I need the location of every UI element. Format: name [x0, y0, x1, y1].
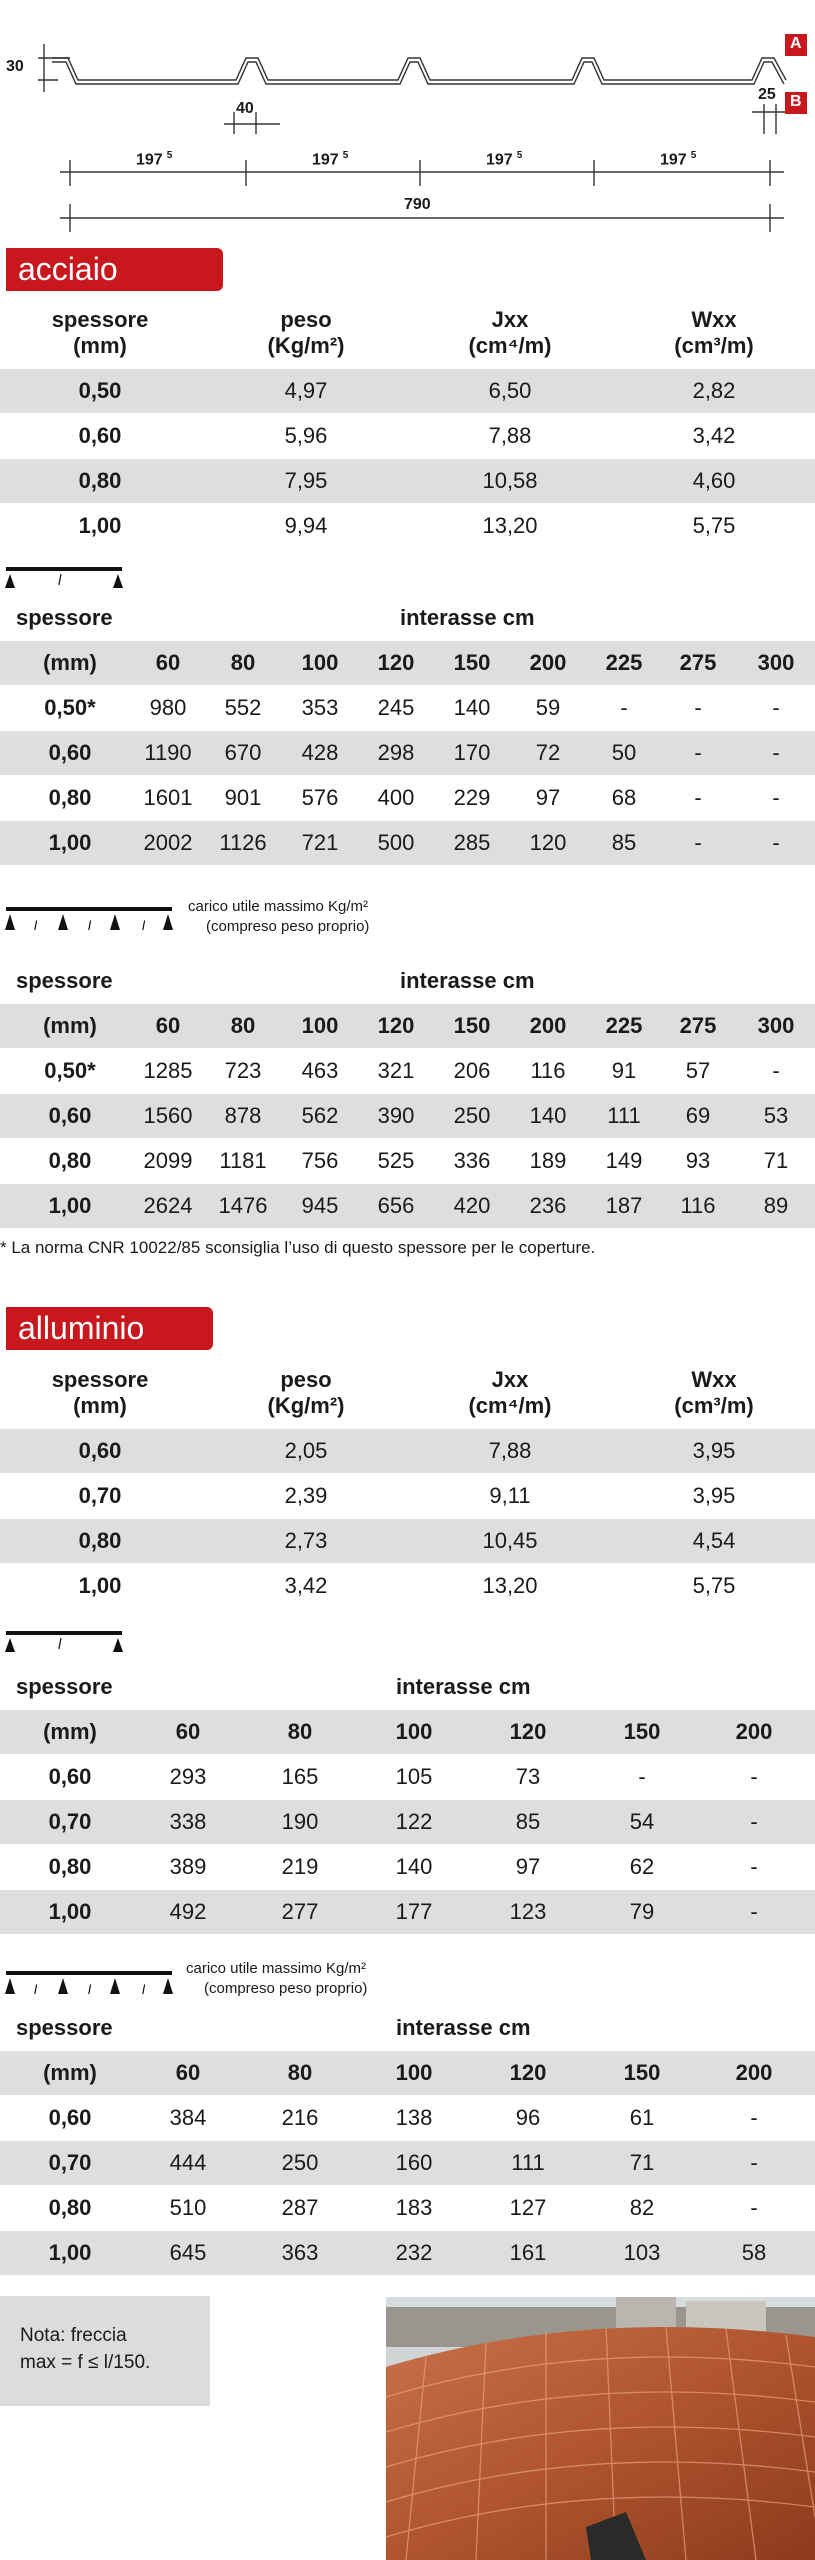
- column-header: 150: [453, 650, 491, 675]
- marker-b: B: [790, 93, 802, 110]
- row-thickness: 0,80: [48, 1854, 92, 1879]
- table-cell: 492: [169, 1899, 207, 1924]
- beam-span-label: l: [58, 572, 62, 589]
- pitch-label-3: 197 $^5$: [486, 150, 523, 169]
- column-header: 150: [623, 1719, 661, 1744]
- profile-rib-label: 40: [236, 100, 254, 117]
- table-cell: 232: [395, 2240, 433, 2265]
- prop-header-line2: (mm): [73, 333, 127, 358]
- prop-column-header: [624, 307, 804, 359]
- table-cell: 103: [623, 2240, 661, 2265]
- table-cell: -: [772, 695, 780, 720]
- column-header: 300: [757, 1013, 795, 1038]
- row-thickness: 0,60: [78, 423, 122, 448]
- row-thickness: 0,60: [48, 2105, 92, 2130]
- section-title-alluminio: alluminio: [6, 1307, 213, 1350]
- column-header: 275: [679, 650, 717, 675]
- table-cell: 206: [453, 1058, 491, 1083]
- table-cell: 62: [629, 1854, 655, 1879]
- table-cell: 7,88: [488, 423, 532, 448]
- table-cell: 670: [224, 740, 262, 765]
- table-cell: -: [694, 695, 702, 720]
- table-cell: 510: [169, 2195, 207, 2220]
- row-thickness: 0,80: [48, 1148, 92, 1173]
- row-thickness: 0,80: [78, 1528, 122, 1553]
- table-cell: 105: [395, 1764, 433, 1789]
- row-thickness: 1,00: [78, 1573, 122, 1598]
- pitch-label-2: 197 $^5$: [312, 150, 349, 169]
- table-cell: 552: [224, 695, 262, 720]
- mm-header: (mm): [43, 1719, 97, 1744]
- row-thickness: 0,60: [48, 1103, 92, 1128]
- table-cell: 187: [605, 1193, 643, 1218]
- table-cell: 85: [611, 830, 637, 855]
- mm-header: (mm): [43, 650, 97, 675]
- table-row: [0, 1519, 815, 1563]
- prop-column-header: [10, 1367, 190, 1419]
- column-header: 200: [529, 1013, 567, 1038]
- table-cell: 13,20: [482, 513, 538, 538]
- table-cell: 13,20: [482, 1573, 538, 1598]
- table-cell: 61: [629, 2105, 655, 2130]
- prop-column-header: [420, 307, 600, 359]
- row-thickness: 0,50: [78, 378, 122, 403]
- table-cell: 285: [453, 830, 491, 855]
- table-cell: 2,73: [284, 1528, 328, 1553]
- table-cell: 68: [611, 785, 637, 810]
- svg-text:l: l: [142, 918, 145, 933]
- table-cell: 93: [685, 1148, 711, 1173]
- single-span-beam-icon-alu: [4, 1630, 124, 1658]
- table-cell: -: [694, 830, 702, 855]
- prop-header-line2: (cm³/m): [674, 333, 754, 358]
- carico-label-line2: (compreso peso proprio): [206, 918, 370, 935]
- table-cell: 190: [281, 1809, 319, 1834]
- carico-label-line2-alu: (compreso peso proprio): [204, 1980, 368, 1997]
- table-cell: 2,82: [692, 378, 736, 403]
- table-row: [0, 1890, 815, 1934]
- table-cell: 525: [377, 1148, 415, 1173]
- prop-header-line2: (cm³/m): [674, 1393, 754, 1418]
- table-row: [0, 1429, 815, 1473]
- table-cell: 363: [281, 2240, 319, 2265]
- table-cell: 2624: [143, 1193, 193, 1218]
- table-cell: 116: [680, 1193, 716, 1218]
- table-cell: -: [772, 830, 780, 855]
- table-cell: -: [750, 1899, 758, 1924]
- prop-header-line1: spessore: [51, 307, 149, 332]
- table-cell: 6,50: [488, 378, 532, 403]
- column-header: 100: [301, 1013, 339, 1038]
- table-cell: 321: [377, 1058, 415, 1083]
- table-cell: 3,95: [692, 1483, 736, 1508]
- table-cell: -: [772, 740, 780, 765]
- table-row: [0, 1184, 815, 1228]
- table-cell: 140: [453, 695, 491, 720]
- table-cell: 140: [529, 1103, 567, 1128]
- table-cell: 111: [511, 2150, 545, 2175]
- table-cell: 82: [629, 2195, 655, 2220]
- table-cell: 170: [453, 740, 491, 765]
- table-cell: 1560: [143, 1103, 193, 1128]
- column-header: 200: [735, 1719, 773, 1744]
- interasse-label: interasse cm: [400, 968, 535, 993]
- pitch-label-4: 197 $^5$: [660, 150, 697, 169]
- interasse-label: interasse cm: [396, 2015, 531, 2040]
- table-cell: 723: [224, 1058, 262, 1083]
- table-cell: 149: [605, 1148, 643, 1173]
- column-header: 275: [679, 1013, 717, 1038]
- table-cell: 5,75: [692, 513, 736, 538]
- table-cell: 183: [395, 2195, 433, 2220]
- column-header: 300: [757, 650, 795, 675]
- carico-label-line1: carico utile massimo Kg/m²: [188, 898, 369, 915]
- table-row: [0, 369, 815, 413]
- table-cell: 96: [515, 2105, 541, 2130]
- column-header: 100: [301, 650, 339, 675]
- row-thickness: 1,00: [48, 1193, 92, 1218]
- row-thickness: 0,80: [48, 785, 92, 810]
- prop-column-header: [216, 307, 396, 359]
- column-header: 120: [509, 2060, 547, 2085]
- table-cell: 58: [741, 2240, 767, 2265]
- table-cell: 236: [529, 1193, 567, 1218]
- note-text: Nota: freccia max = f ≤ l/150.: [20, 2325, 151, 2373]
- prop-header-line1: spessore: [51, 1367, 149, 1392]
- prop-header-line2: (cm⁴/m): [468, 1393, 552, 1418]
- table-cell: 576: [301, 785, 339, 810]
- table-row: [0, 2186, 815, 2230]
- table-cell: 1285: [143, 1058, 193, 1083]
- prop-column-header: [10, 307, 190, 359]
- row-thickness: 0,50*: [44, 695, 96, 720]
- table-row: [0, 821, 815, 865]
- multi-span-beam-icon-alu: [4, 1970, 174, 2002]
- table-cell: 5,96: [284, 423, 328, 448]
- multi-span-beam-icon: [4, 906, 174, 938]
- carico-label-line1-alu: carico utile massimo Kg/m²: [186, 1960, 367, 1977]
- table-cell: 3,42: [692, 423, 736, 448]
- table-row: [0, 1845, 815, 1889]
- table-row: [0, 459, 815, 503]
- table-cell: 91: [611, 1058, 637, 1083]
- table-cell: 428: [301, 740, 339, 765]
- row-thickness: 0,70: [48, 1809, 92, 1834]
- spessore-label: spessore: [16, 1674, 113, 1699]
- table-cell: 50: [611, 740, 637, 765]
- prop-header-line1: Jxx: [491, 1367, 529, 1392]
- table-row: [0, 686, 815, 730]
- column-header: 60: [175, 1719, 201, 1744]
- table-cell: 2,05: [284, 1438, 328, 1463]
- table-cell: 420: [453, 1193, 491, 1218]
- table-row: [0, 776, 815, 820]
- table-cell: -: [620, 695, 628, 720]
- column-header: 100: [395, 1719, 433, 1744]
- table-cell: 5,75: [692, 1573, 736, 1598]
- table-cell: 127: [509, 2195, 547, 2220]
- table-cell: 444: [169, 2150, 207, 2175]
- table-cell: 71: [629, 2150, 655, 2175]
- interasse-label: interasse cm: [396, 1674, 531, 1699]
- table-cell: 9,11: [489, 1483, 531, 1508]
- table-cell: 120: [529, 830, 567, 855]
- prop-header-line1: Wxx: [691, 1367, 737, 1392]
- pitch-label-1: 197 $^5$: [136, 150, 173, 169]
- prop-header-line1: peso: [280, 307, 332, 332]
- table-cell: 165: [281, 1764, 319, 1789]
- table-cell: 111: [607, 1103, 641, 1128]
- table-cell: -: [638, 1764, 646, 1789]
- table-cell: 293: [169, 1764, 207, 1789]
- table-row: [0, 2096, 815, 2140]
- column-header: 200: [735, 2060, 773, 2085]
- column-header: 80: [287, 1719, 313, 1744]
- table-cell: 2002: [143, 830, 193, 855]
- table-row: [0, 1139, 815, 1183]
- table-cell: -: [750, 2195, 758, 2220]
- table-header-row: [0, 2051, 815, 2095]
- table-row: [0, 1755, 815, 1799]
- table-cell: 54: [629, 1809, 655, 1834]
- column-header: 120: [377, 1013, 415, 1038]
- table-cell: 980: [149, 695, 187, 720]
- svg-text:l: l: [34, 1982, 37, 1997]
- column-header: 80: [230, 650, 256, 675]
- mm-header: (mm): [43, 1013, 97, 1038]
- table-cell: 945: [301, 1193, 339, 1218]
- column-header: 150: [623, 2060, 661, 2085]
- column-header: 120: [509, 1719, 547, 1744]
- table-cell: 336: [453, 1148, 491, 1173]
- profile-edge-label: 25: [758, 86, 776, 103]
- table-cell: 1181: [219, 1148, 267, 1173]
- prop-column-header: [216, 1367, 396, 1419]
- table-header-row: [0, 641, 815, 685]
- prop-header-line2: (cm⁴/m): [468, 333, 552, 358]
- single-span-beam-icon: [4, 566, 124, 594]
- prop-column-header: [420, 1367, 600, 1419]
- total-width-label: 790: [404, 196, 431, 213]
- table-cell: 7,95: [284, 468, 328, 493]
- prop-header-line1: Jxx: [491, 307, 529, 332]
- table-cell: 160: [395, 2150, 433, 2175]
- table-cell: -: [750, 1764, 758, 1789]
- table-cell: 756: [301, 1148, 339, 1173]
- table-cell: 189: [529, 1148, 567, 1173]
- svg-text:l: l: [88, 918, 91, 933]
- profile-height-label: 30: [6, 58, 24, 75]
- table-cell: 229: [453, 785, 491, 810]
- row-thickness: 0,60: [48, 1764, 92, 1789]
- table-cell: 97: [515, 1854, 541, 1879]
- table-cell: 219: [281, 1854, 319, 1879]
- table-cell: 562: [301, 1103, 339, 1128]
- column-header: 60: [155, 1013, 181, 1038]
- table-cell: 71: [763, 1148, 789, 1173]
- table-cell: 140: [395, 1854, 433, 1879]
- row-thickness: 0,80: [48, 2195, 92, 2220]
- table-cell: 463: [301, 1058, 339, 1083]
- spessore-label: spessore: [16, 968, 113, 993]
- table-row: [0, 2141, 815, 2185]
- table-cell: -: [694, 785, 702, 810]
- row-thickness: 0,70: [48, 2150, 92, 2175]
- table-row: [0, 1474, 815, 1518]
- table-cell: -: [750, 1809, 758, 1834]
- table-cell: 2099: [143, 1148, 193, 1173]
- table-cell: 4,60: [692, 468, 736, 493]
- table-cell: 250: [281, 2150, 319, 2175]
- column-header: 225: [605, 650, 643, 675]
- table-cell: 878: [224, 1103, 262, 1128]
- table-cell: 72: [535, 740, 561, 765]
- table-row: [0, 2231, 815, 2275]
- table-cell: 89: [763, 1193, 789, 1218]
- table-cell: -: [772, 1058, 780, 1083]
- table-row: [0, 1800, 815, 1844]
- table-cell: 353: [301, 695, 339, 720]
- table-cell: -: [750, 2150, 758, 2175]
- note-box: [0, 2296, 210, 2406]
- marker-a: A: [790, 35, 802, 52]
- table-cell: 901: [224, 785, 262, 810]
- table-row: [0, 1564, 815, 1608]
- table-header-row: [0, 1710, 815, 1754]
- row-thickness: 0,60: [48, 740, 92, 765]
- table-cell: 69: [685, 1103, 711, 1128]
- table-cell: 721: [301, 830, 339, 855]
- svg-text:l: l: [34, 918, 37, 933]
- table-cell: 116: [530, 1058, 566, 1083]
- column-header: 200: [529, 650, 567, 675]
- table-cell: 390: [377, 1103, 415, 1128]
- table-cell: 138: [395, 2105, 433, 2130]
- table-cell: 500: [377, 830, 415, 855]
- table-cell: 3,42: [284, 1573, 328, 1598]
- row-thickness: 1,00: [48, 1899, 92, 1924]
- table-cell: 9,94: [284, 513, 328, 538]
- table-cell: 177: [395, 1899, 433, 1924]
- table-cell: 57: [685, 1058, 711, 1083]
- table-cell: 1190: [144, 740, 192, 765]
- prop-header-line1: Wxx: [691, 307, 737, 332]
- table-cell: 4,54: [692, 1528, 736, 1553]
- table-cell: 7,88: [488, 1438, 532, 1463]
- column-header: 60: [155, 650, 181, 675]
- table-row: [0, 414, 815, 458]
- prop-column-header: [624, 1367, 804, 1419]
- svg-text:l: l: [88, 1982, 91, 1997]
- table-cell: 53: [763, 1103, 789, 1128]
- table-cell: 10,45: [482, 1528, 538, 1553]
- table-cell: 245: [377, 695, 415, 720]
- table-row: [0, 731, 815, 775]
- table-cell: 216: [281, 2105, 319, 2130]
- table-cell: 79: [629, 1899, 655, 1924]
- table-cell: 122: [395, 1809, 433, 1834]
- table-row: [0, 504, 815, 548]
- table-cell: 389: [169, 1854, 207, 1879]
- column-header: 100: [395, 2060, 433, 2085]
- row-thickness: 0,80: [78, 468, 122, 493]
- column-header: 60: [175, 2060, 201, 2085]
- table-cell: 59: [535, 695, 561, 720]
- table-cell: 645: [169, 2240, 207, 2265]
- table-cell: 298: [377, 740, 415, 765]
- table-cell: 277: [281, 1899, 319, 1924]
- table-cell: -: [750, 1854, 758, 1879]
- prop-header-line2: (Kg/m²): [267, 1393, 345, 1418]
- table-cell: 1476: [218, 1193, 268, 1218]
- roof-photo: [386, 2297, 815, 2560]
- interasse-label: interasse cm: [400, 605, 535, 630]
- table-row: [0, 1094, 815, 1138]
- table-cell: 1601: [143, 785, 193, 810]
- table-cell: 1126: [219, 830, 267, 855]
- prop-header-line2: (Kg/m²): [267, 333, 345, 358]
- table-cell: 3,95: [692, 1438, 736, 1463]
- table-cell: 85: [515, 1809, 541, 1834]
- table-cell: 384: [169, 2105, 207, 2130]
- column-header: 225: [605, 1013, 643, 1038]
- table-cell: 4,97: [284, 378, 328, 403]
- table-cell: 73: [515, 1764, 541, 1789]
- table-cell: 123: [509, 1899, 547, 1924]
- section-title-acciaio: acciaio: [6, 248, 223, 291]
- table-cell: -: [750, 2105, 758, 2130]
- row-thickness: 0,60: [78, 1438, 122, 1463]
- mm-header: (mm): [43, 2060, 97, 2085]
- spessore-label: spessore: [16, 605, 113, 630]
- table-cell: -: [772, 785, 780, 810]
- table-cell: 97: [535, 785, 561, 810]
- table-row: [0, 1049, 815, 1093]
- table-cell: 2,39: [284, 1483, 328, 1508]
- spessore-label: spessore: [16, 2015, 113, 2040]
- row-thickness: 1,00: [78, 513, 122, 538]
- beam-span-label-alu: l: [58, 1636, 62, 1653]
- column-header: 80: [287, 2060, 313, 2085]
- column-header: 150: [453, 1013, 491, 1038]
- table-header-row: [0, 1004, 815, 1048]
- prop-header-line2: (mm): [73, 1393, 127, 1418]
- table-cell: -: [694, 740, 702, 765]
- row-thickness: 1,00: [48, 830, 92, 855]
- table-cell: 656: [377, 1193, 415, 1218]
- table-cell: 250: [453, 1103, 491, 1128]
- row-thickness: 1,00: [48, 2240, 92, 2265]
- prop-header-line1: peso: [280, 1367, 332, 1392]
- row-thickness: 0,70: [78, 1483, 122, 1508]
- table-cell: 10,58: [482, 468, 538, 493]
- column-header: 120: [377, 650, 415, 675]
- footnote: * La norma CNR 10022/85 sconsiglia l’uso di questo spessore per le coperture.: [0, 1238, 596, 1257]
- table-cell: 338: [169, 1809, 207, 1834]
- row-thickness: 0,50*: [44, 1058, 96, 1083]
- table-cell: 287: [281, 2195, 319, 2220]
- table-cell: 400: [377, 785, 415, 810]
- svg-text:l: l: [142, 1982, 145, 1997]
- table-cell: 161: [509, 2240, 547, 2265]
- column-header: 80: [230, 1013, 256, 1038]
